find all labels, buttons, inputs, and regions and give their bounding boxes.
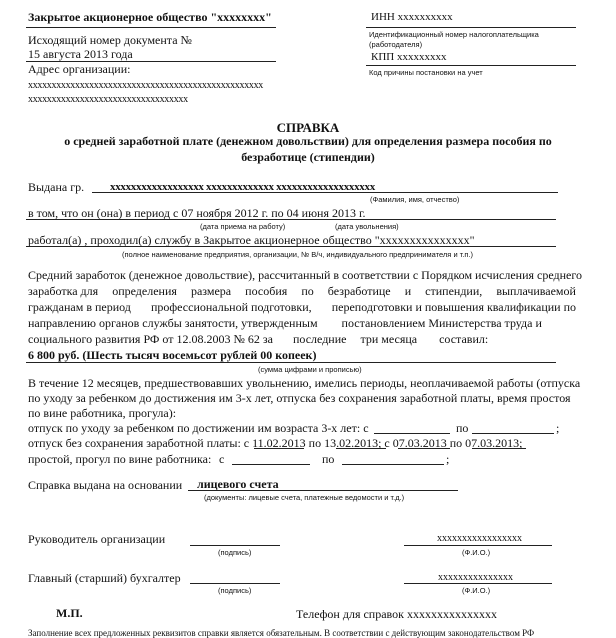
paragraph-line-4 [28,316,542,331]
paragraph-line-1: Средний заработок (денежное довольствие), рассчитанный в соответствии с Порядком исчисления среднего [28,268,582,282]
idle-from-field [232,464,310,465]
fire-date-caption: (дата увольнения) [335,222,399,231]
accountant-sign-caption: (подпись) [218,586,252,595]
employment-period: в том, что он (она) в период с 07 ноября 2012 г. по 04 июня 2013 г. [28,206,366,220]
issued-name: xxxxxxxxxxxxxxxxxx xxxxxxxxxxxxx xxxxxxxxxxxxxxxxxxx [110,181,375,193]
child-leave-label: отпуск по уходу за ребенком по достижении им возраста 3-х лет: с [28,421,369,435]
word: пособия [245,284,288,298]
basis-label: Справка выдана на основании [28,478,183,492]
reference-phone: Телефон для справок xxxxxxxxxxxxxxx [296,607,497,621]
word: и [404,284,412,298]
word: определения [112,284,177,298]
word: заработка для [28,284,99,298]
inn: ИНН xxxxxxxxxx [371,11,453,23]
issued-label: Выдана гр. [28,180,85,194]
divider [366,65,576,66]
child-leave-po: по [456,421,469,435]
idle-label: простой, прогул по вине работника: [28,452,212,466]
outgoing-number: Исходящий номер документа № [28,33,192,47]
accountant-fio-caption: (Ф.И.О.) [462,586,491,595]
underline [26,246,556,247]
word: стипендии, [425,284,483,298]
idle-s: с [219,452,225,466]
unpaid-leave-line: отпуск без сохранения заработной платы: с 11.02.2013 по 13.02.2013; с 07.03.2013 по 07.03.2013; [28,436,523,450]
paragraph-line-3 [28,300,576,315]
employer-caption: (полное наименование предприятия, организации, № В/ч, индивидуального предпринимателя и т.п.) [122,250,474,259]
underline [26,219,556,220]
paragraph-line-5 [28,332,488,347]
child-leave-from-field [374,433,450,434]
title-line-2: безработице (стипендии) [241,150,375,164]
accountant-label: Главный (старший) бухгалтер [28,571,181,585]
accountant-signature-field [190,583,280,584]
word: три месяца [360,332,418,346]
paragraph-line-2 [28,284,576,299]
divider [26,27,276,28]
amount-caption: (сумма цифрами и прописью) [258,365,362,374]
word: гражданам в период [28,300,131,314]
unpaid-line-2: по уходу за ребенком до достижения им 3-х лет, отпуска без сохранения заработной платы, время простоя [28,391,571,405]
stamp-place: М.П. [56,606,83,620]
director-sign-caption: (подпись) [218,548,252,557]
director-fio-caption: (Ф.И.О.) [462,548,491,557]
hire-date-caption: (дата приема на работу) [200,222,286,231]
underline [398,448,450,449]
word: профессиональной подготовки, [150,300,312,314]
underline [404,583,552,584]
address-line-2: xxxxxxxxxxxxxxxxxxxxxxxxxxxxxxxxxx [28,94,188,105]
org-name: Закрытое акционерное общество "xxxxxxxx" [28,10,272,24]
underline [26,362,556,363]
word: по [301,284,314,298]
director-label: Руководитель организации [28,532,166,546]
underline [404,545,552,546]
unpaid-line-3: по вине работника, прогула): [28,406,177,420]
address-line-1: xxxxxxxxxxxxxxxxxxxxxxxxxxxxxxxxxxxxxxxxxxxxxxxxxx [28,80,264,91]
child-leave-end: ; [556,421,560,435]
document-title: СПРАВКА [276,120,340,135]
issued-caption: (Фамилия, имя, отчество) [370,195,460,204]
word: составил: [439,332,489,346]
document-date: 15 августа 2013 года [28,47,133,61]
word: размера [190,284,232,298]
accountant-name: xxxxxxxxxxxxxxx [438,572,513,583]
title-line-1: о средней заработной плате (денежном довольствии) для определения размера пособия по [64,134,552,148]
unpaid-line-1: В течение 12 месяцев, предшествовавших увольнению, имелись периоды, неоплачиваемой работы (отпуска [28,376,581,390]
footer-note: Заполнение всех предложенных реквизитов справки является обязательным. В соответствии с действующим законодательством РФ [28,628,535,638]
underline [254,448,304,449]
child-leave-to-field [472,433,554,434]
kpp-caption: Код причины постановки на учет [369,68,483,77]
word: безработице [327,284,391,298]
word: постановлением Министерства труда и [341,316,542,330]
word: выплачиваемой [496,284,576,298]
basis-caption: (документы: лицевые счета, платежные ведомости и т.д.) [204,493,405,502]
kpp: КПП xxxxxxxxx [371,51,447,63]
word: направлению органов службы занятости, утвержденным [28,316,318,330]
underline [92,192,558,193]
divider [366,27,576,28]
basis-value: лицевого счета [197,477,279,491]
word: последние [293,332,347,346]
idle-po: по [322,452,335,466]
inn-caption: Идентификационный номер налогоплательщика (работодателя) [369,30,539,49]
underline [188,490,458,491]
average-salary-amount: 6 800 руб. (Шесть тысяч восемьсот рублей 00 копеек) [28,348,317,362]
idle-end: ; [446,452,450,466]
director-signature-field [190,545,280,546]
idle-to-field [342,464,444,465]
employer-line: работал(а) , проходил(а) службу в Закрытое акционерное общество "xxxxxxxxxxxxxxx" [28,233,475,247]
underline [472,448,526,449]
underline [336,448,386,449]
word: переподготовки и повышения квалификации по [331,300,576,314]
address-label: Адрес организации: [28,62,131,76]
word: социального развития РФ от 12.08.2003 № 62 за [28,332,273,346]
director-name: xxxxxxxxxxxxxxxxx [437,533,522,544]
